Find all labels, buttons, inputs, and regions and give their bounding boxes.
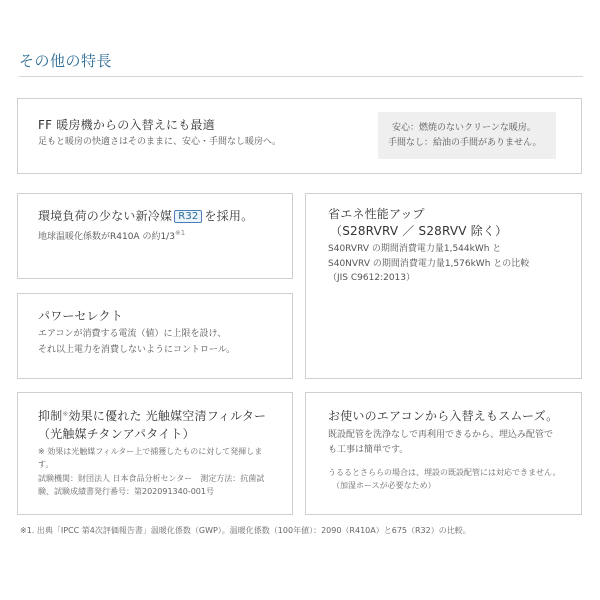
power-heading: パワーセレクト (38, 309, 123, 323)
filter-note-line4: 験、試験成績書発行番号：第202091340-001号 (38, 487, 214, 496)
replace-heading: お使いのエアコンから入替えもスムーズ。 (328, 409, 559, 423)
power-body-line1: エアコンが消費する電流（値）に上限を設け、 (38, 329, 227, 339)
replace-note-line2: （加湿ホースが必要なため） (332, 481, 436, 490)
ff-note-line1: 安心：燃焼のないクリーンな暖房。 (392, 123, 536, 133)
ff-body: 足もと暖房の快適さはそのままに、安心・手間なし暖房へ。 (38, 137, 282, 147)
power-body-line2: それ以上電力を消費しないようにコントロール。 (38, 345, 236, 355)
refrigerant-body-text: 地球温暖化係数がR410A の約1/3 (38, 232, 175, 242)
ff-note-line2: 手間なし：給油の手間がありません。 (388, 138, 542, 148)
refrigerant-body (38, 225, 185, 245)
refrigerant-heading (38, 207, 253, 224)
filter-note-line3: 試験機関：財団法人 日本食品分析センター 測定方法：抗菌試 (38, 474, 265, 483)
replace-body-line2: も工事は簡単です。 (328, 445, 409, 455)
energy-body-line3: （JIS C9612:2013） (328, 273, 416, 283)
footnote: ※1. 出典「IPCC 第4次評価報告書」温暖化係数（GWP）。温暖化係数（100年値）：2090（R410A）と675（R32）の比較。 (20, 526, 471, 535)
filter-note-line1: ※ 効果は光触媒フィルター上で捕獲したものに対して発揮しま (38, 447, 263, 456)
filter-heading-mark: ※ (62, 410, 69, 418)
energy-heading-line2: （S28RVRV ／ S28RVV 除く） (330, 224, 508, 238)
r32-badge: R32 (174, 210, 202, 223)
replace-body-line1: 既設配管を洗浄なしで再利用できるから、埋込み配管で (328, 430, 554, 440)
section-title: その他の特長 (19, 52, 113, 70)
footnote-mark-1: ※1 (174, 229, 186, 237)
refrigerant-heading-post: を採用。 (204, 209, 254, 223)
filter-note-line2: す。 (38, 460, 54, 469)
filter-heading-line1 (38, 407, 266, 424)
title-divider (19, 76, 583, 77)
ff-heading: FF 暖房機からの入替えにも最適 (38, 118, 215, 132)
filter-heading-b: 効果に優れた 光触媒空清フィルター (68, 409, 267, 423)
filter-heading-a: 抑制 (38, 409, 63, 423)
energy-body-line1: S40RVRV の期間消費電力量1,544kWh と (328, 244, 502, 254)
replace-note-line1: うるるとさららの場合は、埋設の既設配管には対応できません。 (328, 468, 561, 477)
energy-heading-line1: 省エネ性能アップ (328, 207, 425, 221)
filter-heading-line2: （光触媒チタンアパタイト） (38, 427, 195, 441)
refrigerant-heading-pre: 環境負荷の少ない新冷媒 (38, 209, 173, 223)
energy-body-line2: S40NVRV の期間消費電力量1,576kWh との比較 (328, 259, 530, 269)
